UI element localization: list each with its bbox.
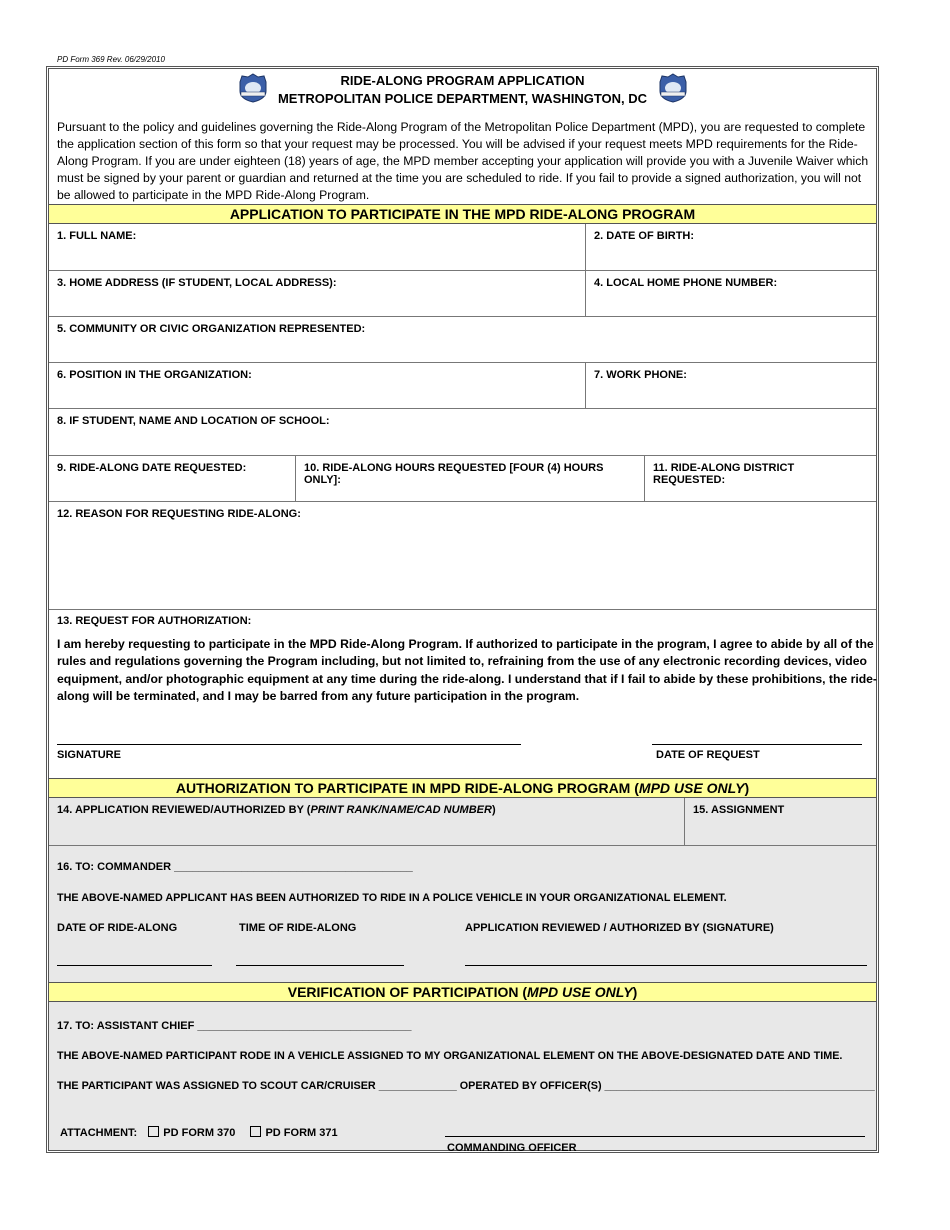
authorization-heading-close: ) bbox=[744, 780, 750, 796]
signature-line[interactable] bbox=[57, 744, 521, 745]
position-label: 6. POSITION IN THE ORGANIZATION: bbox=[57, 369, 252, 381]
form-container bbox=[46, 66, 879, 1153]
home-phone-field[interactable] bbox=[585, 271, 876, 317]
hours-requested-field[interactable] bbox=[295, 456, 644, 502]
organization-label: 5. COMMUNITY OR CIVIC ORGANIZATION REPRESENTED: bbox=[57, 323, 366, 335]
date-of-ride-along-label: DATE OF RIDE-ALONG bbox=[57, 922, 178, 934]
participation-notice: THE ABOVE-NAMED PARTICIPANT RODE IN A VEHICLE ASSIGNED TO MY ORGANIZATIONAL ELEMENT ON THE ABOVE-DESIGNATED DATE AND TIME. bbox=[57, 1050, 843, 1062]
reason-field[interactable] bbox=[49, 502, 876, 610]
district-requested-field[interactable] bbox=[644, 456, 876, 502]
assignment-field[interactable] bbox=[684, 798, 876, 846]
verification-heading bbox=[49, 982, 876, 1002]
reviewer-signature-label: APPLICATION REVIEWED / AUTHORIZED BY (SIGNATURE) bbox=[465, 922, 774, 934]
verification-heading-text: VERIFICATION OF PARTICIPATION ( bbox=[287, 984, 528, 1000]
authorization-heading bbox=[49, 778, 876, 798]
commanding-officer-label: COMMANDING OFFICER bbox=[447, 1142, 577, 1154]
to-commander-line[interactable]: 16. TO: COMMANDER _______________________________________ bbox=[57, 861, 413, 873]
school-field[interactable] bbox=[49, 409, 876, 456]
commanding-officer-signature-line[interactable] bbox=[445, 1136, 865, 1137]
reviewer-signature-line[interactable] bbox=[465, 965, 867, 966]
full-name-label: 1. FULL NAME: bbox=[57, 230, 137, 242]
time-of-ride-along-line[interactable] bbox=[236, 965, 404, 966]
reason-label: 12. REASON FOR REQUESTING RIDE-ALONG: bbox=[57, 508, 301, 520]
pd-form-371-checkbox[interactable] bbox=[250, 1126, 261, 1137]
home-phone-label: 4. LOCAL HOME PHONE NUMBER: bbox=[594, 277, 778, 289]
pd-form-370-label: PD FORM 370 bbox=[163, 1127, 236, 1139]
authorization-statement: I am hereby requesting to participate in the MPD Ride-Along Program. If authorized to participate in the program, I agree to abide by all of the rules and regulations governing the Program including, but not limited to, refraining from the use of any electronic recording devices, video equipment, and/or photographic equipment at any time during the ride-along. I understand that if I fail to abide by these prohibitions, the ride-along will be terminated, and I may be barred from any future participation in the program. bbox=[57, 637, 877, 703]
date-of-request-line[interactable] bbox=[652, 744, 862, 745]
assignment-label: 15. ASSIGNMENT bbox=[693, 804, 785, 816]
school-label: 8. IF STUDENT, NAME AND LOCATION OF SCHOOL: bbox=[57, 415, 330, 427]
title-line-1: RIDE-ALONG PROGRAM APPLICATION bbox=[340, 73, 585, 88]
scout-car-line[interactable]: THE PARTICIPANT WAS ASSIGNED TO SCOUT CAR/CRUISER _____________ OPERATED BY OFFICER(S) _____________________________________________ bbox=[57, 1080, 875, 1092]
attachment-label: ATTACHMENT: bbox=[60, 1127, 138, 1139]
date-of-birth-field[interactable] bbox=[585, 224, 876, 271]
organization-field[interactable] bbox=[49, 317, 876, 363]
date-of-ride-along-line[interactable] bbox=[57, 965, 212, 966]
hours-requested-label: 10. RIDE-ALONG HOURS REQUESTED [FOUR (4) HOURS ONLY]: bbox=[304, 462, 604, 486]
date-of-request-label: DATE OF REQUEST bbox=[656, 749, 760, 761]
reviewed-by-label-close: ) bbox=[491, 804, 496, 816]
full-name-field[interactable] bbox=[49, 224, 585, 271]
reviewed-by-label: 14. APPLICATION REVIEWED/AUTHORIZED BY ( bbox=[57, 804, 311, 816]
pd-form-370-checkbox[interactable] bbox=[148, 1126, 159, 1137]
date-requested-field[interactable] bbox=[49, 456, 295, 502]
verification-heading-close: ) bbox=[632, 984, 638, 1000]
authorized-notice: THE ABOVE-NAMED APPLICANT HAS BEEN AUTHORIZED TO RIDE IN A POLICE VEHICLE IN YOUR ORGANIZATIONAL ELEMENT. bbox=[57, 892, 727, 904]
date-of-birth-label: 2. DATE OF BIRTH: bbox=[594, 230, 695, 242]
reviewed-by-field[interactable] bbox=[49, 798, 684, 846]
position-field[interactable] bbox=[49, 363, 585, 409]
authorization-heading-text: AUTHORIZATION TO PARTICIPATE IN MPD RIDE-ALONG PROGRAM ( bbox=[175, 780, 639, 796]
authorization-heading-emphasis: MPD USE ONLY bbox=[638, 780, 745, 796]
pd-form-371-label: PD FORM 371 bbox=[265, 1127, 338, 1139]
verification-heading-emphasis: MPD USE ONLY bbox=[527, 984, 633, 1000]
time-of-ride-along-label: TIME OF RIDE-ALONG bbox=[239, 922, 357, 934]
to-assistant-chief-line[interactable]: 17. TO: ASSISTANT CHIEF ___________________________________ bbox=[57, 1020, 412, 1032]
date-requested-label: 9. RIDE-ALONG DATE REQUESTED: bbox=[57, 462, 247, 474]
work-phone-label: 7. WORK PHONE: bbox=[594, 369, 687, 381]
signature-label: SIGNATURE bbox=[57, 749, 121, 761]
intro-paragraph: Pursuant to the policy and guidelines governing the Ride-Along Program of the Metropolitan Police Department (MPD), you are requested to complete the application section of this form so that your request may be processed. You will be advised if your request meets MPD requirements for the Ride-Along Program. If you are under eighteen (18) years of age, the MPD member accepting your application will provide you with a Juvenile Waiver which must be signed by your parent or guardian and returned at the time you are scheduled to ride. If you fail to provide a signed authorization, you will not be allowed to participate in the MPD Ride-Along Program. bbox=[57, 120, 869, 203]
reviewed-by-label-emphasis: PRINT RANK/NAME/CAD NUMBER bbox=[310, 804, 492, 816]
home-address-field[interactable] bbox=[49, 271, 585, 317]
title-line-2: METROPOLITAN POLICE DEPARTMENT, WASHINGTON, DC bbox=[277, 91, 648, 106]
work-phone-field[interactable] bbox=[585, 363, 876, 409]
district-requested-label: 11. RIDE-ALONG DISTRICT REQUESTED: bbox=[653, 462, 795, 486]
application-heading: APPLICATION TO PARTICIPATE IN THE MPD RIDE-ALONG PROGRAM bbox=[49, 204, 876, 224]
home-address-label: 3. HOME ADDRESS (IF STUDENT, LOCAL ADDRESS): bbox=[57, 277, 337, 289]
form-header bbox=[49, 69, 876, 204]
request-authorization-label: 13. REQUEST FOR AUTHORIZATION: bbox=[57, 615, 252, 627]
form-number: PD Form 369 Rev. 06/29/2010 bbox=[57, 55, 165, 64]
attachment-row bbox=[60, 1126, 338, 1139]
